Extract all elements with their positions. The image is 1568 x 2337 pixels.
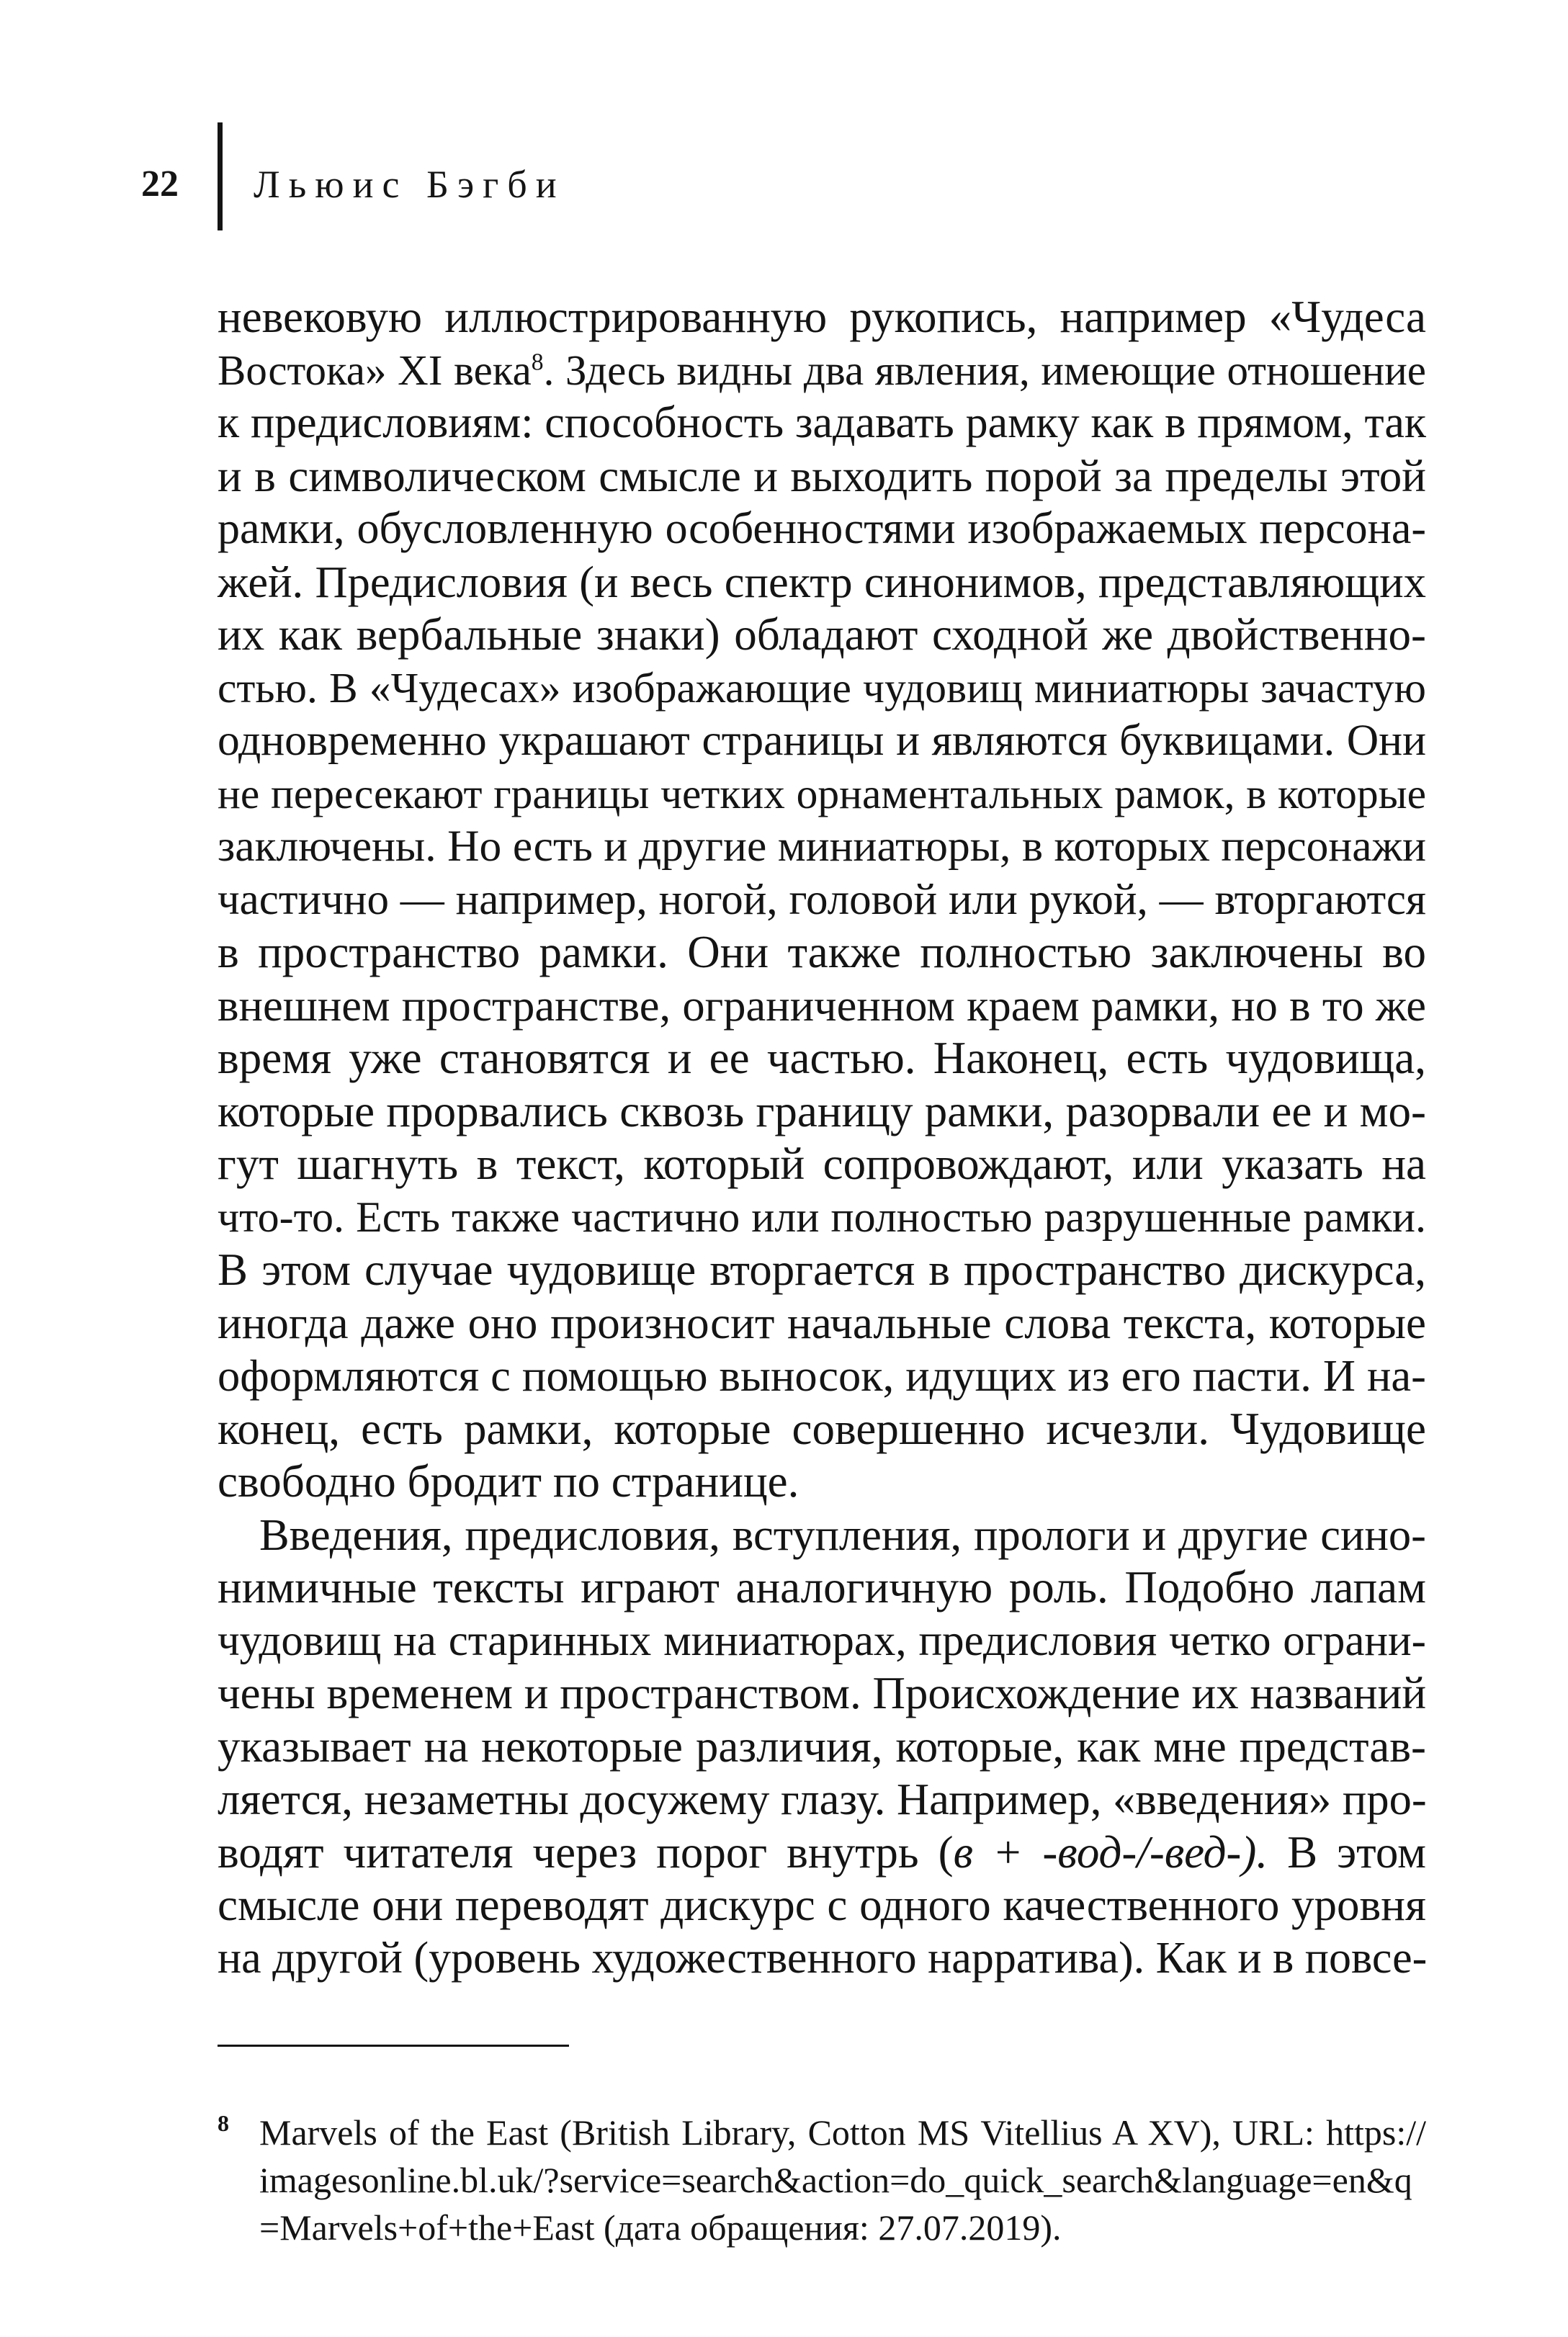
footnote-marker: 8 [218,2110,229,2136]
footnote-line: imagesonline.bl.uk/?service=search&action=do_quick_search&language=en&q [259,2160,1412,2200]
text-line: невековую иллюстрированную рукопись, например «Чудеса [218,292,1426,342]
footnote-line: Marvels of the East (British Library, Cotton MS Vitellius A XV), URL: https:// [259,2112,1426,2153]
text-line: не пересекают границы четких орнаментальных рамок, в которые [218,769,1426,817]
text-line: смысле они переводят дискурс с одного качественного уровня [218,1880,1426,1930]
footnote-divider [218,2045,569,2047]
text-line: на другой (уровень художественного нарратива). Как и в повсе- [218,1933,1428,1983]
main-text [218,291,1426,1985]
text-line: рамки, обусловленную особенностями изображаемых персона- [218,504,1426,553]
text-line-end: В этом [1268,1826,1426,1878]
text-line: одновременно украшают страницы и являются буквицами. Они [218,716,1426,765]
text-line: и в символическом смысле и выходить порой за пределы этой [218,450,1426,501]
text-line: внешнем пространстве, ограниченном краем рамки, но в то же [218,979,1426,1031]
text-line: что-то. Есть также частично или полностью разрушенные рамки. [218,1193,1426,1241]
text-line: которые прорвались сквозь границу рамки, разорвали ее и мо- [218,1085,1426,1136]
paragraph-first-line: Введения, предисловия, вступления, прологи и другие сино- [259,1509,1426,1560]
text-line: конец, есть рамки, которые совершенно исчезли. Чудовище [218,1403,1426,1454]
text-line: указывает на некоторые различия, которые, как мне представ- [218,1721,1426,1772]
text-line [218,344,1426,398]
text-line-end: . Здесь видны два явления, имеющие отношение [543,346,1426,394]
text-line: стью. В «Чудесах» изображающие чудовищ миниатюры зачастую [218,663,1426,712]
running-header [0,151,1568,230]
text-line: В этом случае чудовище вторгается в пространство дискурса, [218,1244,1426,1295]
author-running-head: Льюис Бэгби [254,163,565,206]
text-line-start: водят читателя через порог внутрь ( [218,1826,954,1878]
text-line: нимичные тексты играют аналогичную роль. Подобно лапам [218,1562,1426,1612]
text-line: оформляются с помощью выносок, идущих из его пасти. И на- [218,1350,1426,1401]
text-line: свободно бродит по странице. [218,1456,799,1507]
header-divider [218,122,223,230]
page-number: 22 [141,163,179,205]
text-line-start: Востока» XI века [218,346,532,394]
footnote-reference[interactable]: 8 [531,348,544,375]
text-line: жей. Предисловия (и весь спектр синонимов, представляющих [218,556,1426,607]
text-line: в пространство рамки. Они также полностью заключены во [218,927,1426,977]
text-line: ляется, незаметны досужему глазу. Например, «введения» про- [218,1774,1427,1824]
text-line: чудовищ на старинных миниатюрах, предисловия четко ограни- [218,1616,1426,1665]
text-line: частично — например, ногой, головой или рукой, — вторгаются [218,875,1426,924]
text-line: чены временем и пространством. Происхождение их названий [218,1668,1427,1718]
footnote-line: =Marvels+of+the+East (дата обращения: 27.07.2019). [259,2207,1062,2248]
text-line [218,1826,1426,1880]
text-line: время уже становятся и ее частью. Наконец, есть чудовища, [218,1033,1426,1083]
text-line: их как вербальные знаки) обладают сходной же двойственно- [218,609,1426,660]
italic-morphemes: в + -вод-/-вед-). [953,1826,1268,1878]
text-line: гут шагнуть в текст, который сопровождают, или указать на [218,1139,1426,1189]
text-line: иногда даже оно произносит начальные слова текста, которые [218,1297,1426,1348]
footnote-text [259,2109,1426,2251]
text-line: заключены. Но есть и другие миниатюры, в которых персонажи [218,822,1426,871]
text-line: к предисловиям: способность задавать рамку как в прямом, так [218,398,1426,447]
